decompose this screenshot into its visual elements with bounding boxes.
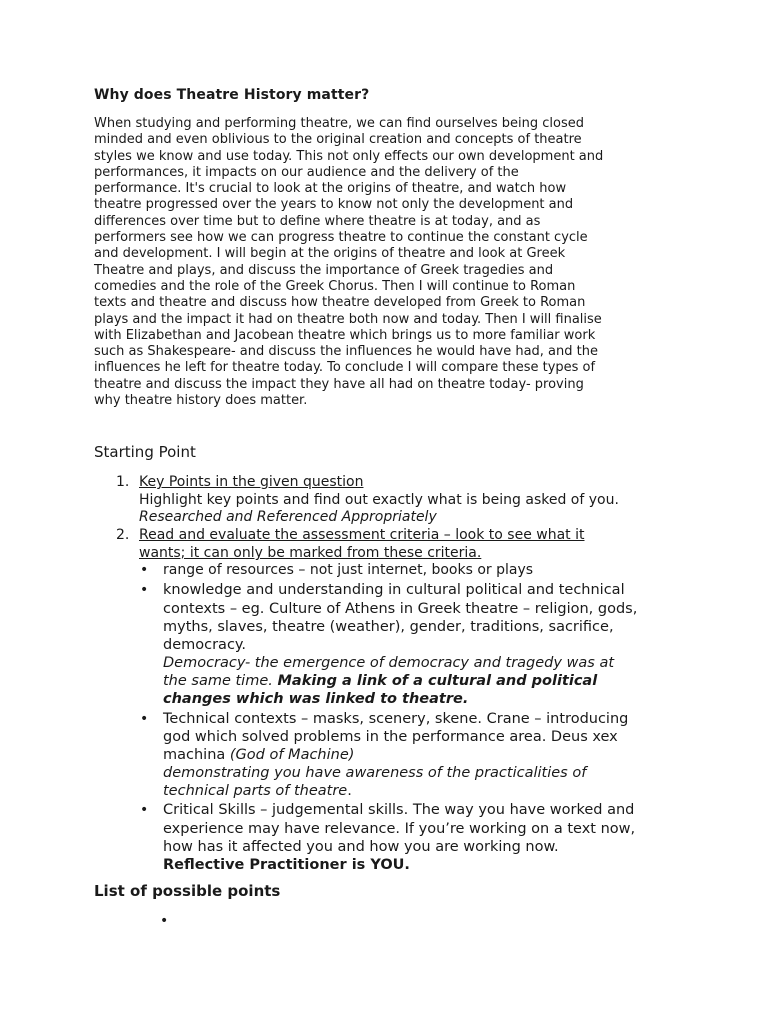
technical-note-period: .: [347, 783, 352, 799]
bullet-knowledge-line: democracy.: [163, 637, 247, 653]
intro-line: theatre and discuss the impact they have all had on theatre today- proving: [94, 376, 584, 392]
link-emphasis: Making a link of a cultural and political: [277, 673, 598, 689]
intro-line: with Elizabethan and Jacobean theatre which brings us to more familiar work: [94, 327, 596, 343]
step-1-number: 1.: [116, 474, 130, 490]
bullet-knowledge-line: myths, slaves, theatre (weather), gender, traditions, sacrifice,: [163, 619, 614, 635]
step-1-title: Key Points in the given question: [139, 474, 364, 490]
step-1-description: Highlight key points and find out exactly what is being asked of you.: [139, 492, 619, 508]
step-2-title-line: wants; it can only be marked from these criteria.: [139, 545, 482, 561]
intro-line: comedies and the role of the Greek Chorus. Then I will continue to Roman: [94, 278, 576, 294]
document-title: Why does Theatre History matter?: [94, 87, 370, 103]
intro-line: performances, it impacts on our audience and the delivery of the: [94, 164, 519, 180]
step-2-number: 2.: [116, 527, 130, 543]
bullet-technical-line: god which solved problems in the performance area. Deus xex: [163, 729, 618, 745]
intro-line: theatre progressed over the years to know not only the development and: [94, 197, 574, 213]
democracy-note-line: [163, 672, 597, 690]
bullet-icon: •: [140, 582, 149, 598]
bullet-icon: •: [140, 562, 149, 578]
bullet-critical-line: how has it affected you and how you are working now.: [163, 839, 559, 855]
intro-line: why theatre history does matter.: [94, 393, 308, 409]
democracy-note: Democracy- the emergence of democracy and tragedy was at: [163, 655, 615, 671]
bullet-resources: range of resources – not just internet, books or plays: [163, 562, 534, 578]
bullet-technical-line: [163, 746, 354, 764]
intro-line: plays and the impact it had on theatre both now and today. Then I will finalise: [94, 311, 602, 327]
god-of-machine: (God of Machine): [229, 747, 355, 763]
intro-line: styles we know and use today. This not only effects our own development and: [94, 148, 604, 164]
link-emphasis-line: changes which was linked to theatre.: [163, 691, 469, 707]
list-heading: List of possible points: [94, 882, 281, 900]
intro-line: performers see how we can progress theatre to continue the constant cycle: [94, 230, 588, 246]
starting-point-heading: Starting Point: [94, 443, 196, 461]
intro-line: influences he left for theatre today. To conclude I will compare these types of: [94, 360, 596, 376]
machina-text: machina: [163, 747, 230, 763]
intro-line: differences over time but to define where theatre is at today, and as: [94, 213, 541, 229]
bullet-knowledge-line: knowledge and understanding in cultural political and technical: [163, 582, 625, 598]
democracy-note-end: the same time.: [163, 673, 278, 689]
bullet-icon: •: [140, 802, 149, 818]
intro-line: minded and even oblivious to the original creation and concepts of theatre: [94, 132, 582, 148]
reflective-practitioner: Reflective Practitioner is YOU.: [163, 857, 410, 873]
intro-line: such as Shakespeare- and discuss the influences he would have had, and the: [94, 344, 598, 360]
technical-note: demonstrating you have awareness of the practicalities of: [163, 765, 587, 781]
intro-line: texts and theatre and discuss how theatre developed from Greek to Roman: [94, 295, 586, 311]
bullet-icon: •: [140, 711, 149, 727]
bullet-critical-line: Critical Skills – judgemental skills. The way you have worked and: [163, 802, 635, 818]
bullet-technical-line: Technical contexts – masks, scenery, skene. Crane – introducing: [163, 711, 629, 727]
intro-line: When studying and performing theatre, we can find ourselves being closed: [94, 116, 585, 131]
intro-line: and development. I will begin at the origins of theatre and look at Greek: [94, 246, 566, 262]
intro-line: Theatre and plays, and discuss the importance of Greek tragedies and: [94, 262, 554, 278]
step-2-title-line: Read and evaluate the assessment criteria – look to see what it: [139, 527, 585, 543]
intro-paragraph: [94, 116, 684, 409]
technical-note-end: technical parts of theatre: [163, 783, 348, 799]
technical-note-line: [163, 782, 352, 800]
bullet-icon: •: [160, 913, 169, 929]
bullet-knowledge-line: contexts – eg. Culture of Athens in Greek theatre – religion, gods,: [163, 601, 638, 617]
intro-line: performance. It's crucial to look at the origins of theatre, and watch how: [94, 181, 567, 197]
bullet-critical-line: experience may have relevance. If you’re working on a text now,: [163, 821, 636, 837]
step-1-note: Researched and Referenced Appropriately: [139, 509, 437, 525]
